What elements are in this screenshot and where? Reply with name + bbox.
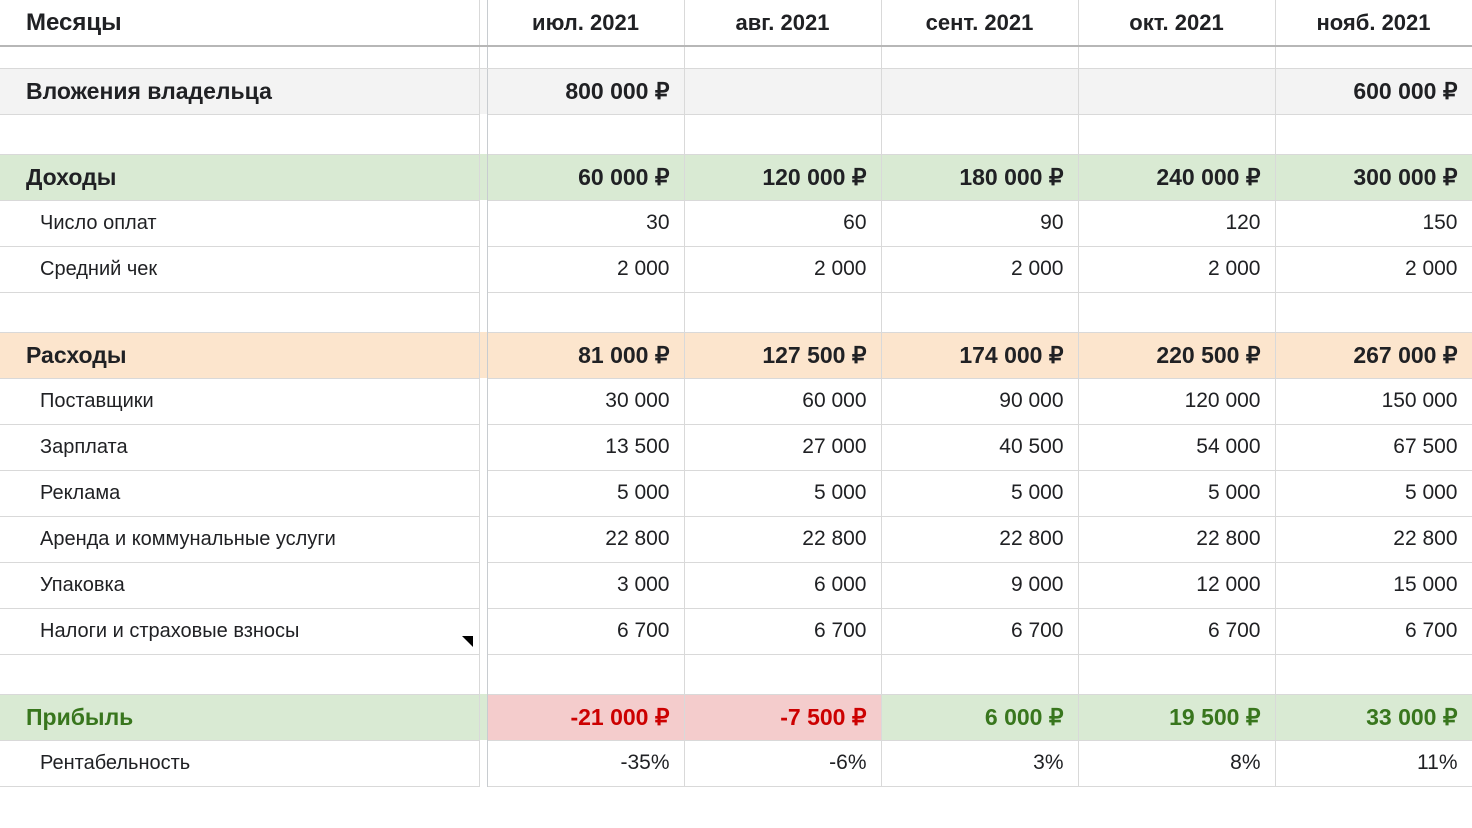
cell-value[interactable]: 150 000 [1275, 378, 1472, 424]
empty-cell[interactable] [684, 114, 881, 154]
empty-cell[interactable] [684, 292, 881, 332]
cell-value[interactable]: 5 000 [487, 470, 684, 516]
gap-column [479, 740, 487, 786]
empty-cell[interactable] [881, 46, 1078, 68]
cell-value[interactable]: 60 [684, 200, 881, 246]
cell-value[interactable] [881, 68, 1078, 114]
row-label: Расходы [0, 332, 479, 378]
cell-value[interactable]: -35% [487, 740, 684, 786]
empty-cell[interactable] [881, 654, 1078, 694]
table-row-salary [0, 424, 1472, 470]
cell-value[interactable]: 127 500 ₽ [684, 332, 881, 378]
cell-value[interactable]: 22 800 [1078, 516, 1275, 562]
row-label: Число оплат [0, 200, 479, 246]
gap-column [479, 154, 487, 200]
gap-column [479, 246, 487, 292]
empty-cell[interactable] [0, 654, 479, 694]
cell-value[interactable]: 15 000 [1275, 562, 1472, 608]
cell-value[interactable]: 67 500 [1275, 424, 1472, 470]
cell-value[interactable]: 5 000 [684, 470, 881, 516]
empty-cell[interactable] [1275, 114, 1472, 154]
row-label: Налоги и страховые взносы [0, 608, 479, 654]
empty-cell[interactable] [1078, 114, 1275, 154]
cell-value[interactable]: -21 000 ₽ [487, 694, 684, 740]
gap-column [479, 424, 487, 470]
table-row-expenses [0, 332, 1472, 378]
empty-cell[interactable] [487, 46, 684, 68]
cell-value[interactable]: 5 000 [1275, 470, 1472, 516]
table-row [0, 292, 1472, 332]
cell-value[interactable]: 240 000 ₽ [1078, 154, 1275, 200]
cell-value[interactable]: 267 000 ₽ [1275, 332, 1472, 378]
cell-value[interactable]: 2 000 [1275, 246, 1472, 292]
row-label: Вложения владельца [0, 68, 479, 114]
cell-value[interactable]: 11% [1275, 740, 1472, 786]
cell-value[interactable]: 27 000 [684, 424, 881, 470]
cell-value[interactable]: 800 000 ₽ [487, 68, 684, 114]
cell-value[interactable]: 174 000 ₽ [881, 332, 1078, 378]
cell-value[interactable]: 13 500 [487, 424, 684, 470]
cell-value[interactable]: 60 000 ₽ [487, 154, 684, 200]
table-row-income [0, 154, 1472, 200]
cell-value[interactable]: 6 700 [1275, 608, 1472, 654]
row-label: Зарплата [0, 424, 479, 470]
table-row-payments-count [0, 200, 1472, 246]
empty-cell[interactable] [1078, 292, 1275, 332]
cell-value[interactable]: 6 700 [1078, 608, 1275, 654]
cell-value[interactable]: 22 800 [1275, 516, 1472, 562]
gap-column [479, 200, 487, 246]
row-label: Упаковка [0, 562, 479, 608]
cell-value[interactable]: 600 000 ₽ [1275, 68, 1472, 114]
cell-value[interactable]: 120 000 [1078, 378, 1275, 424]
header-month-4: окт. 2021 [1078, 0, 1275, 46]
cell-value[interactable]: -6% [684, 740, 881, 786]
table-row [0, 654, 1472, 694]
cell-value[interactable]: 40 500 [881, 424, 1078, 470]
cell-value[interactable]: 9 000 [881, 562, 1078, 608]
empty-cell[interactable] [0, 46, 479, 68]
cell-value[interactable]: 120 [1078, 200, 1275, 246]
table-row-taxes [0, 608, 1472, 654]
empty-cell[interactable] [487, 292, 684, 332]
row-label: Рентабельность [0, 740, 479, 786]
table-row [0, 46, 1472, 68]
table-row-rent [0, 516, 1472, 562]
header-month-2: авг. 2021 [684, 0, 881, 46]
cell-value[interactable]: 5 000 [881, 470, 1078, 516]
empty-cell[interactable] [1078, 654, 1275, 694]
table-row [0, 114, 1472, 154]
empty-cell[interactable] [0, 292, 479, 332]
cell-value[interactable] [1078, 68, 1275, 114]
cell-value[interactable]: 33 000 ₽ [1275, 694, 1472, 740]
gap-column [479, 654, 487, 694]
cell-value[interactable]: 12 000 [1078, 562, 1275, 608]
table-row-average-check [0, 246, 1472, 292]
cell-value[interactable]: 54 000 [1078, 424, 1275, 470]
header-month-3: сент. 2021 [881, 0, 1078, 46]
empty-cell[interactable] [1275, 46, 1472, 68]
cell-value[interactable]: 6 000 [684, 562, 881, 608]
cell-value[interactable]: 180 000 ₽ [881, 154, 1078, 200]
cell-value[interactable]: 6 700 [487, 608, 684, 654]
table-row-profit [0, 694, 1472, 740]
table-row-suppliers [0, 378, 1472, 424]
cell-value[interactable]: 90 000 [881, 378, 1078, 424]
gap-column [479, 562, 487, 608]
cell-value[interactable]: 60 000 [684, 378, 881, 424]
empty-cell[interactable] [1078, 46, 1275, 68]
cell-value[interactable]: 220 500 ₽ [1078, 332, 1275, 378]
empty-cell[interactable] [487, 114, 684, 154]
row-label: Поставщики [0, 378, 479, 424]
empty-cell[interactable] [487, 654, 684, 694]
cell-value[interactable]: 5 000 [1078, 470, 1275, 516]
empty-cell[interactable] [881, 114, 1078, 154]
cell-value[interactable]: 2 000 [487, 246, 684, 292]
gap-column [479, 516, 487, 562]
row-label: Средний чек [0, 246, 479, 292]
table-row-owner-investments [0, 68, 1472, 114]
header-month-5: нояб. 2021 [1275, 0, 1472, 46]
row-label: Реклама [0, 470, 479, 516]
gap-column [479, 694, 487, 740]
cell-value[interactable]: 120 000 ₽ [684, 154, 881, 200]
empty-cell[interactable] [0, 114, 479, 154]
table-row-advertising [0, 470, 1472, 516]
empty-cell[interactable] [881, 292, 1078, 332]
cell-value[interactable]: 8% [1078, 740, 1275, 786]
cell-value[interactable]: 81 000 ₽ [487, 332, 684, 378]
gap-column [479, 378, 487, 424]
gap-column [479, 608, 487, 654]
empty-cell[interactable] [1275, 654, 1472, 694]
gap-column [479, 332, 487, 378]
header-label-cell: Месяцы [0, 0, 479, 46]
gap-column [479, 470, 487, 516]
cell-value[interactable]: 6 700 [684, 608, 881, 654]
gap-column [479, 46, 487, 68]
cell-comment-marker-icon [462, 636, 473, 647]
cell-value[interactable]: 22 800 [684, 516, 881, 562]
cell-value[interactable]: 2 000 [881, 246, 1078, 292]
table-header-row [0, 0, 1472, 46]
cell-value[interactable]: 22 800 [881, 516, 1078, 562]
row-label: Прибыль [0, 694, 479, 740]
cell-value[interactable]: 300 000 ₽ [1275, 154, 1472, 200]
cell-value[interactable]: 30 [487, 200, 684, 246]
cell-value[interactable]: 22 800 [487, 516, 684, 562]
cell-value[interactable]: -7 500 ₽ [684, 694, 881, 740]
empty-cell[interactable] [684, 654, 881, 694]
gap-column [479, 114, 487, 154]
gap-column [479, 68, 487, 114]
cell-value[interactable]: 150 [1275, 200, 1472, 246]
table-row-packaging [0, 562, 1472, 608]
cell-value[interactable]: 19 500 ₽ [1078, 694, 1275, 740]
cell-value[interactable]: 2 000 [1078, 246, 1275, 292]
cell-value[interactable]: 2 000 [684, 246, 881, 292]
gap-column [479, 292, 487, 332]
cell-value[interactable]: 3% [881, 740, 1078, 786]
empty-cell[interactable] [684, 46, 881, 68]
cell-value[interactable]: 90 [881, 200, 1078, 246]
cell-value[interactable]: 3 000 [487, 562, 684, 608]
cell-value[interactable]: 6 700 [881, 608, 1078, 654]
cell-value[interactable]: 30 000 [487, 378, 684, 424]
table-row-profitability [0, 740, 1472, 786]
row-label: Аренда и коммунальные услуги [0, 516, 479, 562]
header-month-1: июл. 2021 [487, 0, 684, 46]
cell-value[interactable]: 6 000 ₽ [881, 694, 1078, 740]
row-label: Доходы [0, 154, 479, 200]
gap-column [479, 0, 487, 46]
cell-value[interactable] [684, 68, 881, 114]
empty-cell[interactable] [1275, 292, 1472, 332]
